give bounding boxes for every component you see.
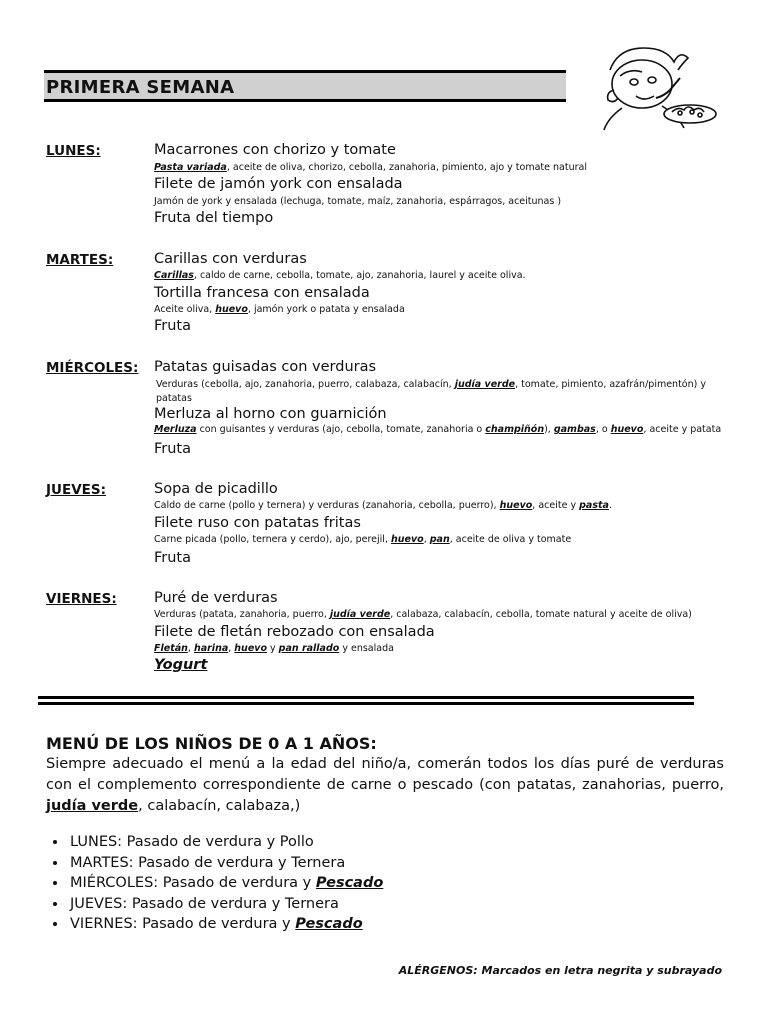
- child-eating-icon: [592, 40, 722, 132]
- day-label: VIERNES:: [46, 591, 117, 607]
- kids-menu-paragraph: Siempre adecuado el menú a la edad del niño/a, comerán todos los días puré de verduras con el complemento correspondiente de carne o pescado (con patatas, zanahorias, puerro, judía verde, calabacín, calabaza,): [46, 756, 724, 814]
- dish-name: Fruta: [154, 550, 192, 566]
- list-item: • JUEVES: Pasado de verdura y Ternera: [68, 894, 383, 915]
- kids-menu-heading: MENÚ DE LOS NIÑOS DE 0 A 1 AÑOS:: [46, 734, 377, 753]
- list-item: • LUNES: Pasado de verdura y Pollo: [68, 832, 383, 853]
- list-item: • MARTES: Pasado de verdura y Ternera: [68, 853, 383, 874]
- dish-ingredients: Carne picada (pollo, ternera y cerdo), ajo, perejil, huevo, pan, aceite de oliva y tomate: [154, 534, 572, 545]
- day-label: JUEVES:: [46, 482, 106, 498]
- dish-ingredients: Pasta variada, aceite de oliva, chorizo, cebolla, zanahoria, pimiento, ajo y tomate natural: [154, 162, 587, 173]
- dish-ingredients: Verduras (cebolla, ajo, zanahoria, puerro, calabaza, calabacín, judía verde, tomate, pimiento, azafrán/pimentón) y patatas: [156, 379, 706, 404]
- allergen-text: judía verde: [329, 609, 391, 620]
- dish-ingredients: Carillas, caldo de carne, cebolla, tomate, ajo, zanahoria, laurel y aceite oliva.: [154, 270, 526, 281]
- allergen-text: judía verde: [46, 798, 139, 814]
- kids-menu-list: [46, 832, 383, 935]
- list-item: • VIERNES: Pasado de verdura y Pescado: [68, 914, 383, 935]
- dish-ingredients: Fletán, harina, huevo y pan rallado y ensalada: [154, 643, 394, 654]
- dish-name: Carillas con verduras: [154, 251, 307, 267]
- allergen-text: pan: [429, 534, 450, 545]
- allergen-text: Carillas: [154, 270, 194, 281]
- allergen-text: huevo: [499, 500, 533, 511]
- week-title: PRIMERA SEMANA: [46, 77, 235, 98]
- dish-name: Sopa de picadillo: [154, 481, 278, 497]
- week-title-bar: [44, 70, 566, 102]
- day-label: MARTES:: [46, 252, 114, 268]
- allergen-text: huevo: [215, 304, 248, 315]
- allergen-note: ALÉRGENOS: Marcados en letra negrita y subrayado: [398, 964, 722, 977]
- dish-name: Filete ruso con patatas fritas: [154, 515, 361, 531]
- dish-ingredients: Caldo de carne (pollo y ternera) y verduras (zanahoria, cebolla, puerro), huevo, aceite y pasta.: [154, 500, 612, 511]
- allergen-text: huevo: [234, 643, 267, 654]
- allergen-text: pan rallado: [278, 643, 340, 654]
- dish-ingredients: Aceite oliva, huevo, jamón york o patata y ensalada: [154, 304, 405, 315]
- allergen-text: huevo: [391, 534, 424, 545]
- dish-name: Patatas guisadas con verduras: [154, 359, 377, 375]
- dish-name: Fruta: [154, 318, 192, 334]
- divider-line: [38, 702, 694, 705]
- allergen-text: Fletán: [154, 643, 188, 654]
- dish-name: Fruta: [154, 441, 192, 457]
- dish-name: Fruta del tiempo: [154, 210, 274, 226]
- dish-ingredients: Jamón de york y ensalada (lechuga, tomate, maíz, zanahoria, espárragos, aceitunas ): [154, 196, 562, 207]
- allergen-text: Pescado: [295, 916, 363, 932]
- allergen-text: Pasta variada: [154, 162, 227, 173]
- dish-name: Tortilla francesa con ensalada: [154, 285, 370, 301]
- allergen-text: judía verde: [454, 379, 516, 390]
- dish-name: Macarrones con chorizo y tomate: [154, 142, 396, 158]
- allergen-text: pasta: [579, 500, 609, 511]
- dish-name: Filete de fletán rebozado con ensalada: [154, 624, 435, 640]
- allergen-text: champiñón: [485, 424, 545, 435]
- allergen-text: huevo: [610, 424, 644, 435]
- allergen-text: Merluza: [154, 424, 197, 435]
- allergen-text: Pescado: [315, 875, 384, 891]
- dish-name: Puré de verduras: [154, 590, 278, 606]
- dish-ingredients: Verduras (patata, zanahoria, puerro, judía verde, calabaza, calabacín, cebolla, tomate natural y aceite de oliva): [154, 609, 692, 620]
- allergen-text: Yogurt: [154, 657, 208, 673]
- dish-name: Merluza al horno con guarnición: [154, 406, 387, 422]
- allergen-text: harina: [193, 643, 229, 654]
- list-item: • MIÉRCOLES: Pasado de verdura y Pescado: [68, 873, 383, 894]
- dish-name: [154, 657, 207, 673]
- dish-ingredients: Merluza con guisantes y verduras (ajo, cebolla, tomate, zanahoria o champiñón), gambas, o huevo, aceite y patata: [154, 424, 722, 435]
- day-label: MIÉRCOLES:: [46, 360, 139, 376]
- day-label: LUNES:: [46, 143, 101, 159]
- allergen-text: gambas: [553, 424, 596, 435]
- divider-line: [38, 696, 694, 699]
- dish-name: Filete de jamón york con ensalada: [154, 176, 403, 192]
